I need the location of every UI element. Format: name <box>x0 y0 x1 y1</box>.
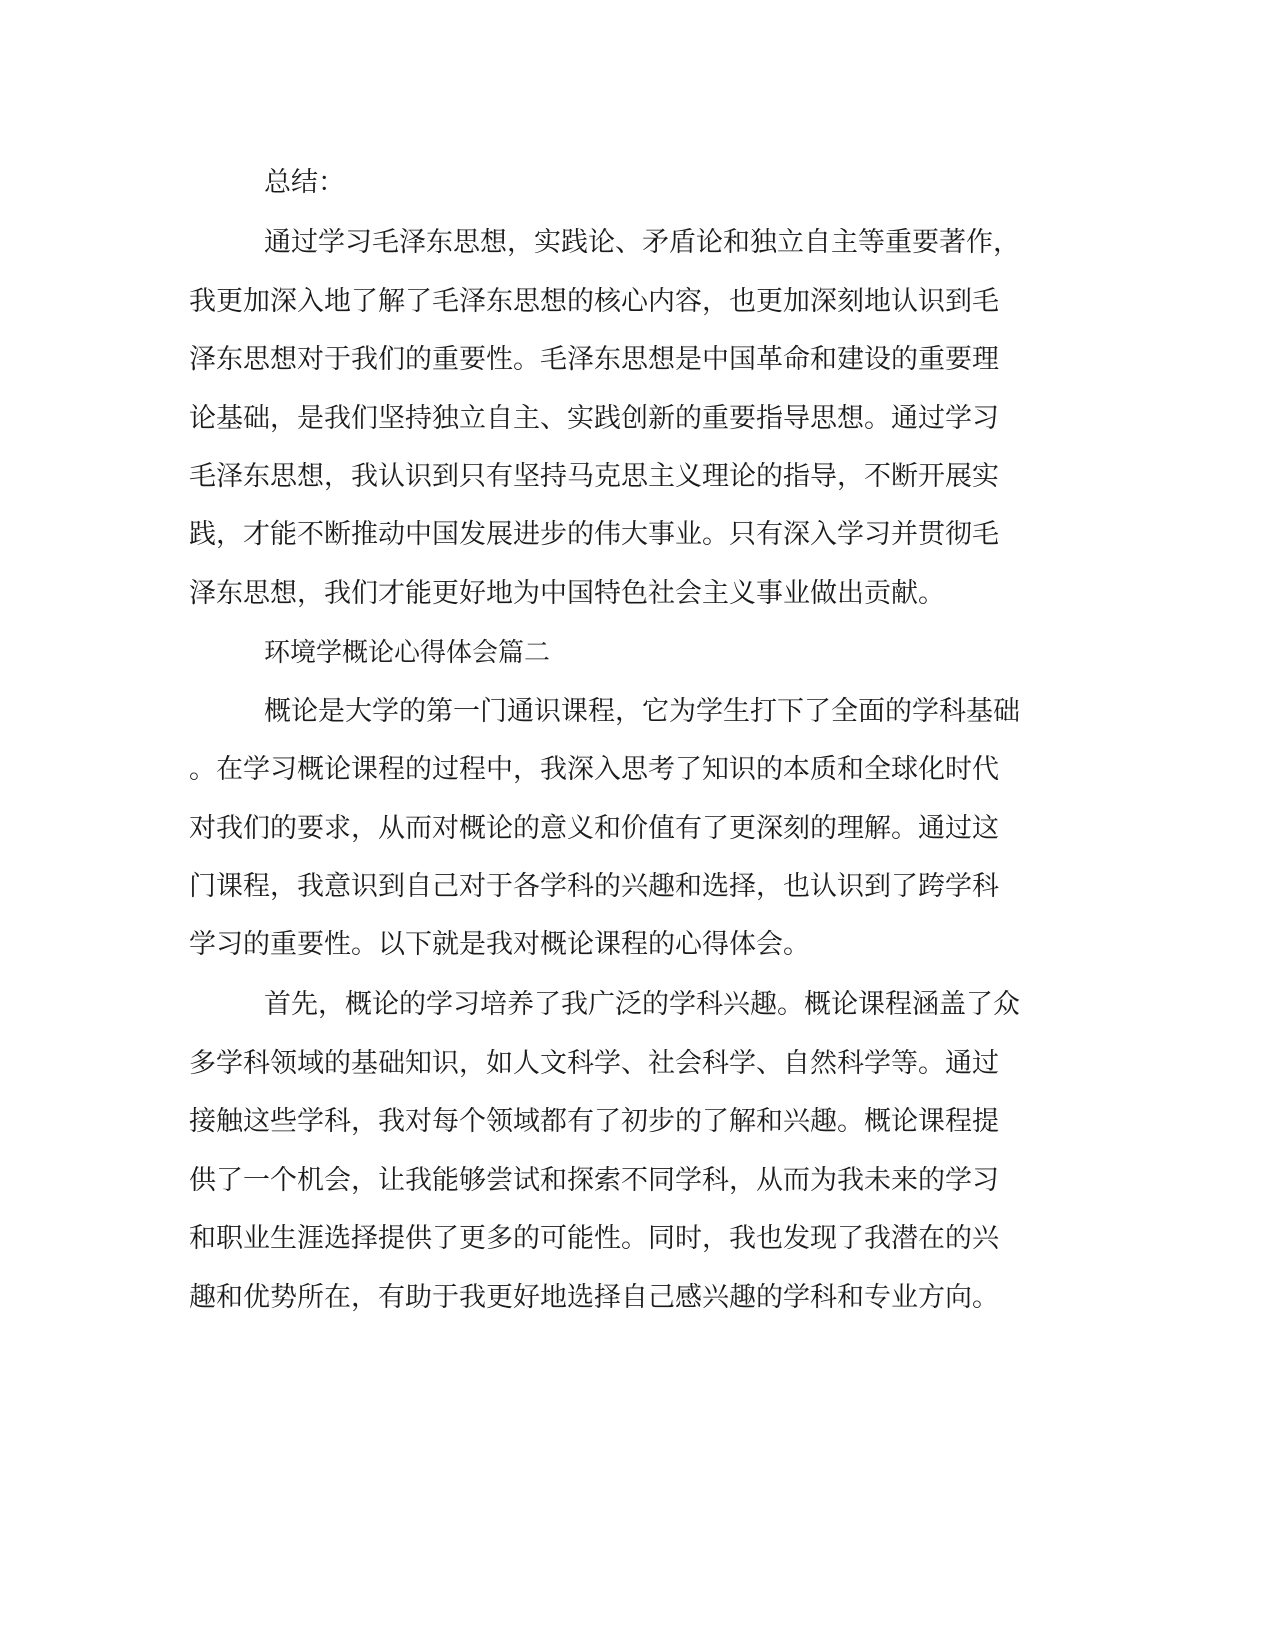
paragraph-2-line-1: 概论是大学的第一门通识课程，它为学生打下了全面的学科基础 <box>264 696 1020 727</box>
section-title: 环境学概论心得体会篇二 <box>264 638 551 668</box>
paragraph-3-line-1: 首先，概论的学习培养了我广泛的学科兴趣。概论课程涵盖了众 <box>264 989 1020 1020</box>
paragraph-2-line-5: 学习的重要性。以下就是我对概论课程的心得体会。 <box>189 929 810 960</box>
paragraph-2-line-3: 对我们的要求，从而对概论的意义和价值有了更深刻的理解。通过这 <box>189 813 999 844</box>
paragraph-3-line-3: 接触这些学科，我对每个领域都有了初步的了解和兴趣。概论课程提 <box>189 1106 999 1137</box>
paragraph-1-line-3: 泽东思想对于我们的重要性。毛泽东思想是中国革命和建设的重要理 <box>189 344 999 375</box>
paragraph-2-line-2: 。在学习概论课程的过程中，我深入思考了知识的本质和全球化时代 <box>189 754 999 785</box>
paragraph-1-line-6: 践，才能不断推动中国发展进步的伟大事业。只有深入学习并贯彻毛 <box>189 519 999 550</box>
paragraph-2-line-4: 门课程，我意识到自己对于各学科的兴趣和选择，也认识到了跨学科 <box>189 871 999 902</box>
summary-heading: 总结： <box>264 167 345 198</box>
paragraph-3-line-6: 趣和优势所在，有助于我更好地选择自己感兴趣的学科和专业方向。 <box>189 1282 999 1313</box>
paragraph-3-line-2: 多学科领域的基础知识，如人文科学、社会科学、自然科学等。通过 <box>189 1048 999 1079</box>
paragraph-3-line-5: 和职业生涯选择提供了更多的可能性。同时，我也发现了我潜在的兴 <box>189 1223 999 1254</box>
paragraph-1-line-7: 泽东思想，我们才能更好地为中国特色社会主义事业做出贡献。 <box>189 578 945 609</box>
paragraph-1-line-4: 论基础，是我们坚持独立自主、实践创新的重要指导思想。通过学习 <box>189 403 999 434</box>
paragraph-1-line-2: 我更加深入地了解了毛泽东思想的核心内容，也更加深刻地认识到毛 <box>189 286 999 317</box>
paragraph-1-line-1: 通过学习毛泽东思想，实践论、矛盾论和独立自主等重要著作， <box>264 227 1020 258</box>
paragraph-3-line-4: 供了一个机会，让我能够尝试和探索不同学科，从而为我未来的学习 <box>189 1165 999 1196</box>
paragraph-1-line-5: 毛泽东思想，我认识到只有坚持马克思主义理论的指导，不断开展实 <box>189 461 999 492</box>
